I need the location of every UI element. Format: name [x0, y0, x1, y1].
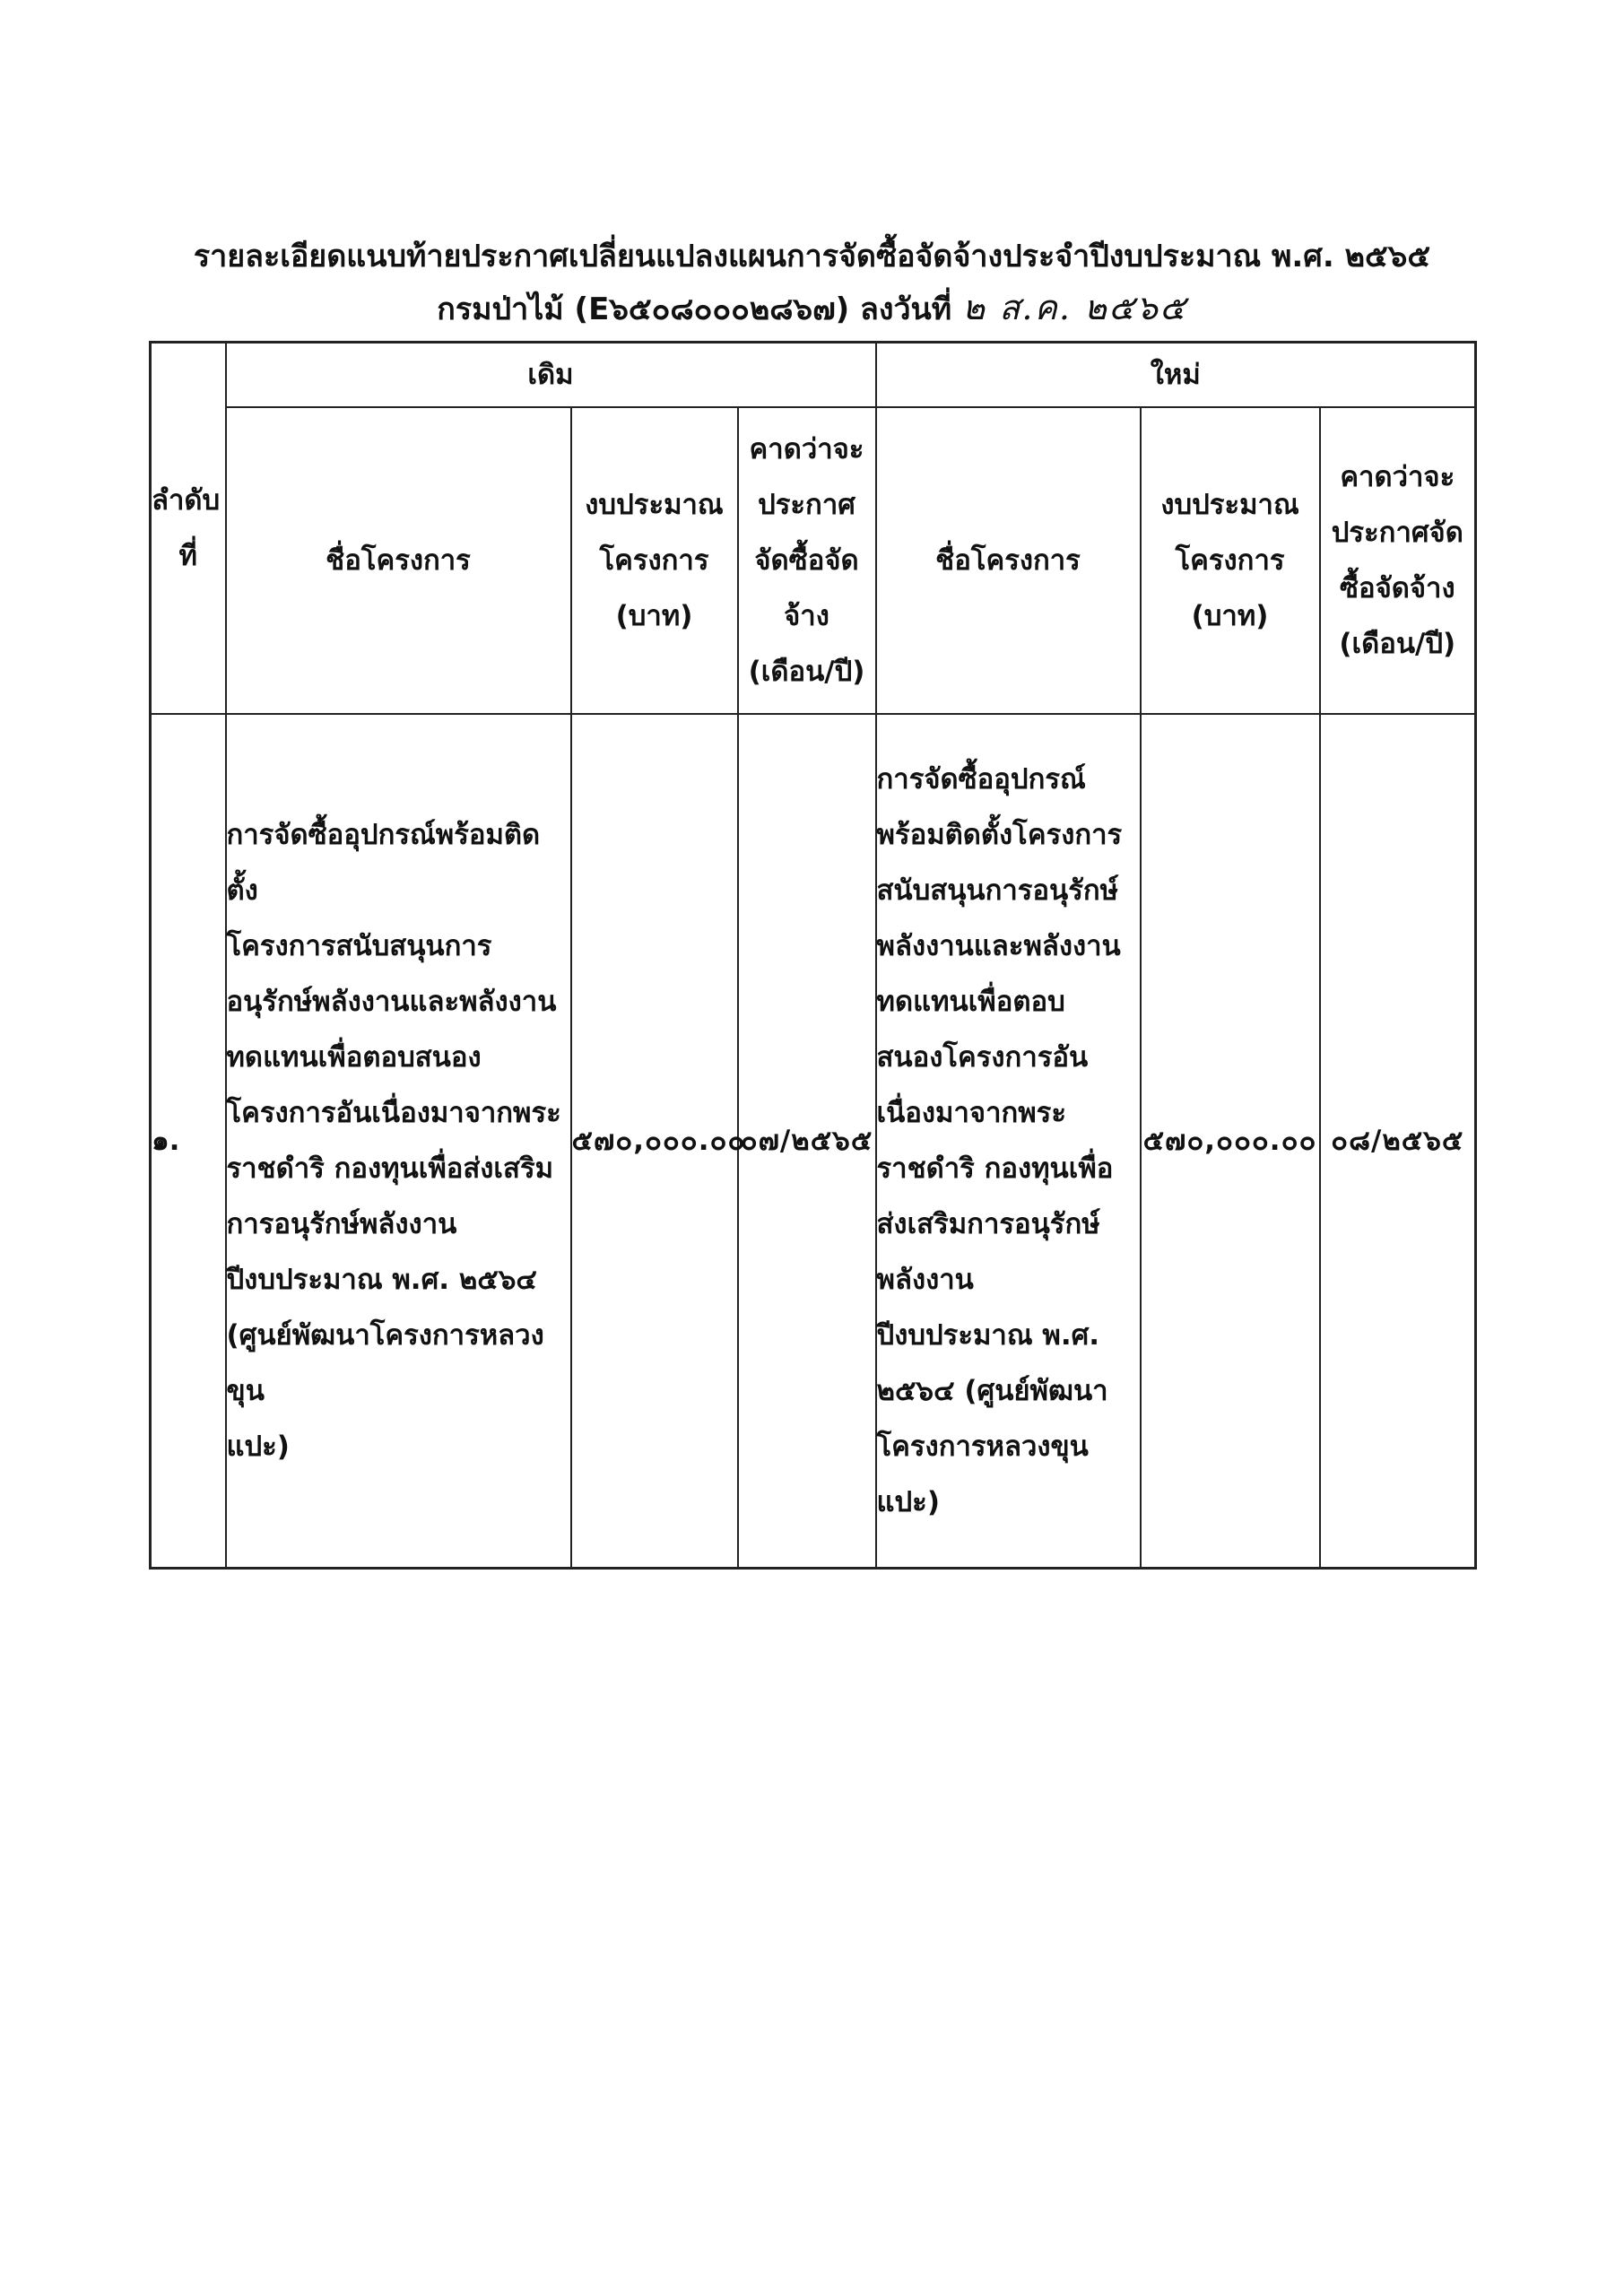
new-expected-value: ๐๘/๒๕๖๕	[1320, 714, 1476, 1569]
page-subtitle	[0, 280, 1624, 335]
old-project-name: การจัดซื้ออุปกรณ์พร้อมติดตั้ง โครงการสนับสนุนการ อนุรักษ์พลังงานและพลังงาน ทดแทนเพื่อตอบสนอง โครงการอันเนื่องมาจากพระ ราชดำริ กองทุนเพื่อส่งเสริม การอนุรักษ์พลังงาน ปีงบประมาณ พ.ศ. ๒๕๖๔ (ศูนย์พัฒนาโครงการหลวงขุน แปะ)	[226, 714, 571, 1569]
old-expected-value: ๐๗/๒๕๖๕	[738, 714, 876, 1569]
table-row	[151, 714, 1476, 1569]
header-old-project-name: ชื่อโครงการ	[226, 407, 571, 714]
header-old-budget: งบประมาณ โครงการ (บาท)	[571, 407, 738, 714]
header-new-project-name: ชื่อโครงการ	[876, 407, 1141, 714]
header-old-expected: คาดว่าจะ ประกาศ จัดซื้อจัด จ้าง (เดือน/ปี)	[738, 407, 876, 714]
handwritten-date: ๒ ส.ค. ๒๕๖๕	[962, 288, 1187, 327]
header-no: ลำดับ ที่	[151, 343, 226, 715]
header-group-old: เดิม	[226, 343, 876, 408]
row-number: ๑.	[151, 714, 226, 1569]
subtitle-text: กรมป่าไม้ (E๖๕๐๘๐๐๐๒๘๖๗) ลงวันที่	[437, 291, 952, 327]
header-new-expected: คาดว่าจะ ประกาศจัด ซื้อจัดจ้าง (เดือน/ปี)	[1320, 407, 1476, 714]
new-project-name: การจัดซื้ออุปกรณ์ พร้อมติดตั้งโครงการ สนับสนุนการอนุรักษ์ พลังงานและพลังงาน ทดแทนเพื่อตอบ สนองโครงการอัน เนื่องมาจากพระ ราชดำริ กองทุนเพื่อ ส่งเสริมการอนุรักษ์ พลังงาน ปีงบประมาณ พ.ศ. ๒๕๖๔ (ศูนย์พัฒนา โครงการหลวงขุน แปะ)	[876, 714, 1141, 1569]
new-budget-value: ๕๗๐,๐๐๐.๐๐	[1141, 714, 1320, 1569]
header-group-new: ใหม่	[876, 343, 1476, 408]
old-budget-value: ๕๗๐,๐๐๐.๐๐	[571, 714, 738, 1569]
page-title: รายละเอียดแนบท้ายประกาศเปลี่ยนแปลงแผนการจัดซื้อจัดจ้างประจำปีงบประมาณ พ.ศ. ๒๕๖๕	[193, 239, 1431, 274]
procurement-plan-table	[149, 341, 1477, 1570]
header-new-budget: งบประมาณ โครงการ (บาท)	[1141, 407, 1320, 714]
